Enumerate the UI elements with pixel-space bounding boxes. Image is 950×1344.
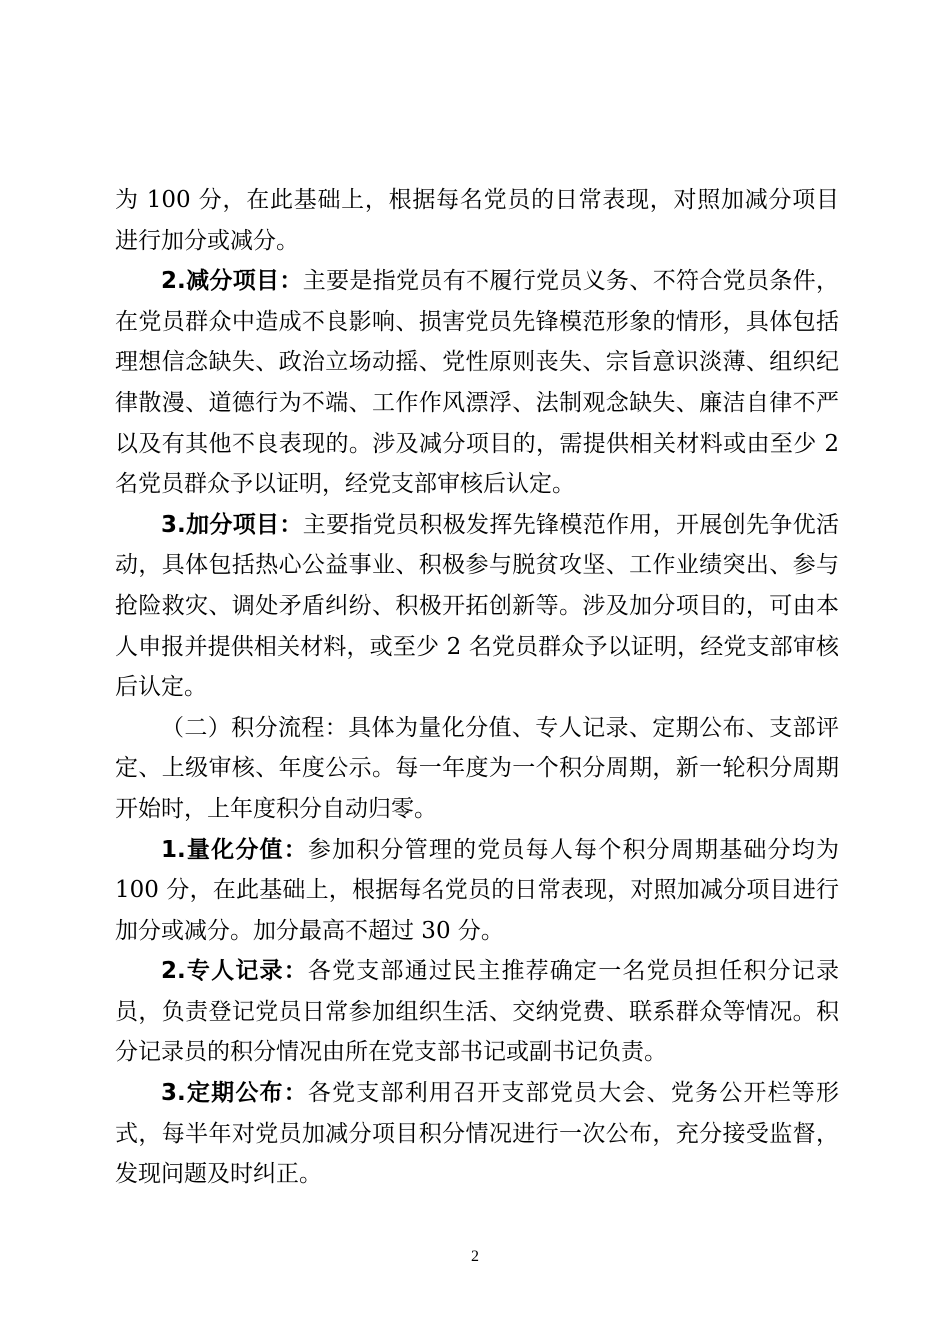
paragraph-text: 主要指党员积极发挥先锋模范作用，开展创先争优活动，具体包括热心公益事业、积极参与脱贫攻坚、工作业绩突出、参与抢险救灾、调处矛盾纠纷、积极开拓创新等。涉及加分项目的，可由本人申报并提供相关材料，或至少 2 名党员群众予以证明，经党支部审核后认定。 xyxy=(115,511,840,701)
paragraph-heading: 2.减分项目： xyxy=(161,268,303,295)
paragraph-text: 各党支部通过民主推荐确定一名党员担任积分记录员，负责登记党员日常参加组织生活、交纳党费、联系群众等情况。积分记录员的积分情况由所在党支部书记或副书记负责。 xyxy=(115,958,840,1066)
paragraph-points-process xyxy=(115,708,839,830)
paragraph-dedicated-recording xyxy=(115,951,839,1073)
paragraph-heading: （二）积分流程： xyxy=(161,714,349,741)
paragraph-text: 具体为量化分值、专人记录、定期公布、支部评定、上级审核、年度公示。每一年度为一个积分周期，新一轮积分周期开始时，上年度积分自动归零。 xyxy=(115,714,840,822)
paragraph-text: 为 100 分，在此基础上，根据每名党员的日常表现，对照加减分项目进行加分或减分。 xyxy=(115,187,839,254)
paragraph-heading: 3.加分项目： xyxy=(161,511,303,538)
paragraph-heading: 2.专人记录： xyxy=(161,958,308,985)
paragraph-deduction-items xyxy=(115,261,839,505)
paragraph-regular-publication xyxy=(115,1073,839,1195)
paragraph-heading: 3.定期公布： xyxy=(161,1080,308,1107)
page-number: 2 xyxy=(471,1248,479,1265)
paragraph-heading: 1.量化分值： xyxy=(161,836,308,863)
paragraph-quantified-scores xyxy=(115,830,839,952)
document-body xyxy=(115,180,839,1195)
paragraph-text: 参加积分管理的党员每人每个积分周期基础分均为 100 分，在此基础上，根据每名党员的日常表现，对照加减分项目进行加分或减分。加分最高不超过 30 分。 xyxy=(115,836,840,944)
paragraph-text: 各党支部利用召开支部党员大会、党务公开栏等形式，每半年对党员加减分项目积分情况进行一次公布，充分接受监督，发现问题及时纠正。 xyxy=(115,1080,840,1188)
paragraph-continuation xyxy=(115,180,839,261)
paragraph-bonus-items xyxy=(115,505,839,708)
paragraph-text: 主要是指党员有不履行党员义务、不符合党员条件，在党员群众中造成不良影响、损害党员先锋模范形象的情形，具体包括理想信念缺失、政治立场动摇、党性原则丧失、宗旨意识淡薄、组织纪律散漫、道德行为不端、工作作风漂浮、法制观念缺失、廉洁自律不严以及有其他不良表现的。涉及减分项目的，需提供相关材料或由至少 2 名党员群众予以证明，经党支部审核后认定。 xyxy=(115,268,840,498)
